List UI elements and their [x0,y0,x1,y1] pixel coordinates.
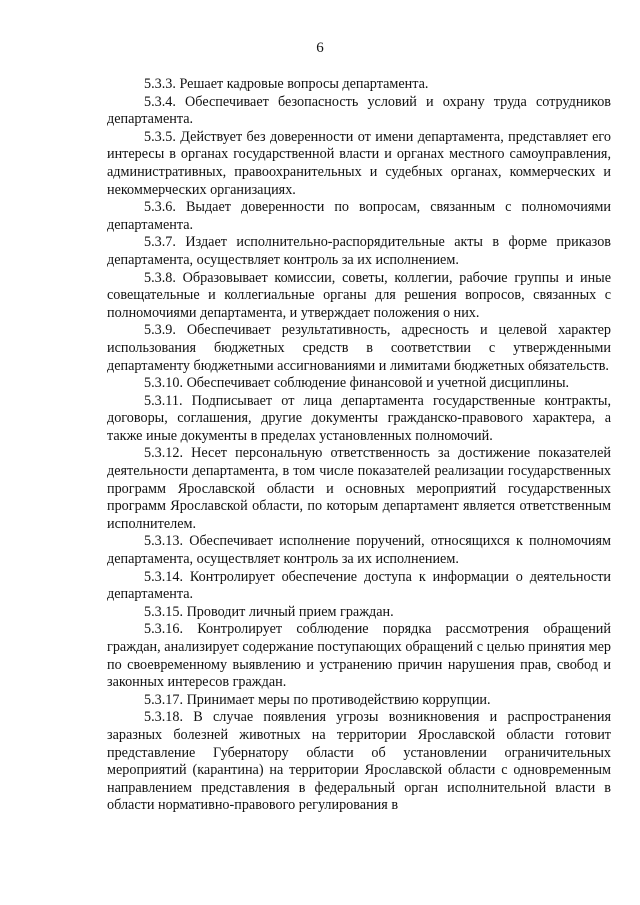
paragraph-5-3-13: 5.3.13. Обеспечивает исполнение поручений, относящихся к полномочиям департамента, осуществляет контроль за их исполнением. [107,533,611,568]
paragraph-5-3-10: 5.3.10. Обеспечивает соблюдение финансовой и учетной дисциплины. [144,375,570,392]
document-body [107,76,611,815]
paragraph-5-3-18: 5.3.18. В случае появления угрозы возникновения и распространения заразных болезней животных на территории Ярославской области готовит представление Губернатору области об установлении ограничительных мероприятий (карантина) на территории Ярославской области с одновременным направлением представления в федеральный орган исполнительной власти в области нормативно-правового регулирования в [107,709,611,814]
paragraph-5-3-14: 5.3.14. Контролирует обеспечение доступа к информации о деятельности департамента. [107,568,611,603]
paragraph-5-3-7: 5.3.7. Издает исполнительно-распорядительные акты в форме приказов департамента, осуществляет контроль за их исполнением. [107,234,611,268]
paragraph-5-3-5: 5.3.5. Действует без доверенности от имени департамента, представляет его интересы в органах государственной власти и органах местного самоуправления, административных, правоохранительных и судебных органах, коммерческих и некоммерческих организациях. [107,128,611,198]
paragraph-5-3-17: 5.3.17. Принимает меры по противодействию коррупции. [144,691,491,708]
paragraph-5-3-3: 5.3.3. Решает кадровые вопросы департамента. [144,76,429,92]
paragraph-5-3-16: 5.3.16. Контролирует соблюдение порядка рассмотрения обращений граждан, анализирует содержание поступающих обращений с целью принятия мер по своевременному выявлению и устранению причин нарушения прав, свобод и законных интересов граждан. [107,621,611,691]
paragraph-5-3-15: 5.3.15. Проводит личный прием граждан. [144,603,394,620]
paragraph-5-3-11: 5.3.11. Подписывает от лица департамента государственные контракты, договоры, соглашения, другие документы гражданско-правового характера, а также иные документы в пределах установленных полномочий. [107,392,611,444]
paragraph-5-3-4: 5.3.4. Обеспечивает безопасность условий и охрану труда сотрудников департамента. [107,93,611,128]
page-number: 6 [316,40,324,56]
paragraph-5-3-8: 5.3.8. Образовывает комиссии, советы, коллегии, рабочие группы и иные совещательные и коллегиальные органы для решения вопросов, связанных с полномочиями департамента, и утверждает положения о них. [107,269,611,321]
paragraph-5-3-6: 5.3.6. Выдает доверенности по вопросам, связанным с полномочиями департамента. [107,199,611,233]
paragraph-5-3-12: 5.3.12. Несет персональную ответственность за достижение показателей деятельности департамента, в том числе показателей реализации государственных программ Ярославской области и основных мероприятий государственных программ Ярославской области, по которым департамент является ответственным исполнителем. [107,445,611,532]
paragraph-5-3-9: 5.3.9. Обеспечивает результативность, адресность и целевой характер использования бюджетных средств в соответствии с утвержденными департаменту бюджетными ассигнованиями и лимитами бюджетных обязательств. [107,322,611,374]
